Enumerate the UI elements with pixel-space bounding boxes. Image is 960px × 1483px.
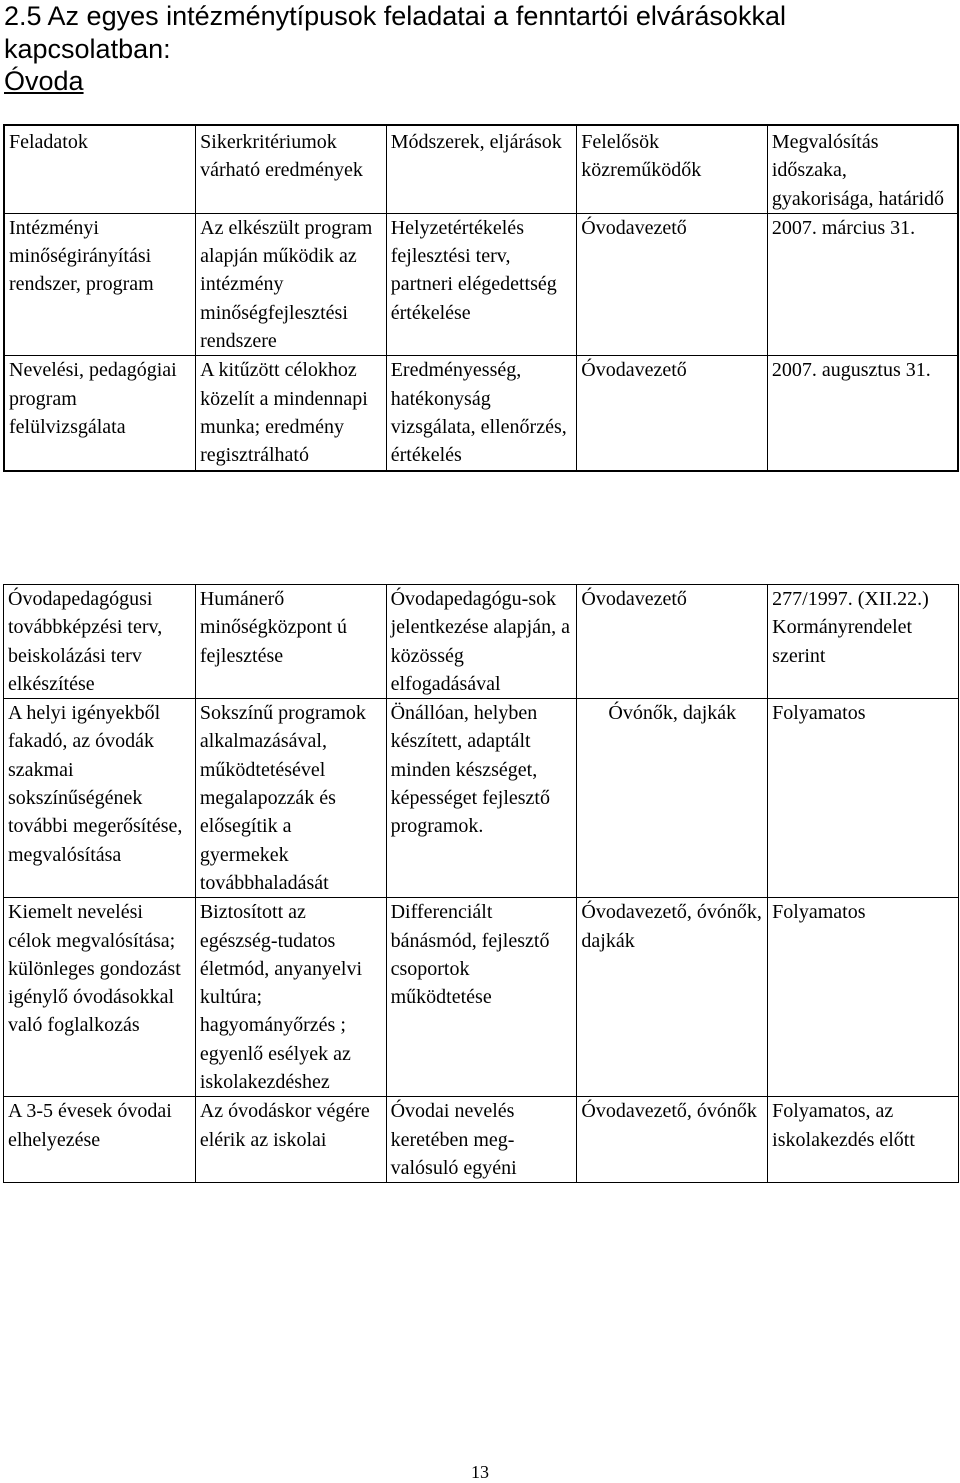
table-cell: Differenciált bánásmód, fejlesztő csoportok működtetése	[386, 898, 577, 1097]
table-row	[4, 356, 958, 471]
table-cell: 2007. augusztus 31.	[767, 356, 958, 471]
table-cell: Óvodavezető	[577, 585, 768, 699]
table-row	[4, 213, 958, 355]
table-cell: A kitűzött célokhoz közelít a mindennapi munka; eredmény regisztrálható	[196, 356, 387, 471]
table-cell: Folyamatos	[768, 898, 959, 1097]
table-cell: Folyamatos	[768, 699, 959, 898]
header-cell: Felelősök közreműködők	[577, 125, 768, 213]
table-header-row	[4, 125, 958, 213]
table-cell: Sokszínű programok alkalmazásával, működtetésével megalapozzák és elősegítik a gyermekek továbbhaladását	[195, 699, 386, 898]
table-cell: Biztosított az egészség-tudatos életmód, anyanyelvi kultúra; hagyományőrzés ; egyenlő esélyek az iskolakezdéshez	[195, 898, 386, 1097]
task-table-top	[3, 124, 959, 472]
subtitle-ovoda: Óvoda	[4, 66, 84, 96]
table-cell: Nevelési, pedagógiai program felülvizsgálata	[4, 356, 196, 471]
table-cell: Az óvodáskor végére elérik az iskolai	[195, 1097, 386, 1183]
section-heading	[4, 0, 954, 66]
table-cell: 2007. március 31.	[767, 213, 958, 355]
header-cell: Megvalósítás időszaka, gyakorisága, határidő	[767, 125, 958, 213]
table-cell: Óvodapedagógusi továbbképzési terv, beiskolázási terv elkészítése	[4, 585, 196, 699]
table-cell: Óvodavezető	[577, 356, 768, 471]
header-cell: Feladatok	[4, 125, 196, 213]
table-cell: Óvodavezető, óvónők	[577, 1097, 768, 1183]
table-row	[4, 898, 959, 1097]
table-cell: 277/1997. (XII.22.) Kormányrendelet szerint	[768, 585, 959, 699]
page-number: 13	[471, 1462, 489, 1482]
table-cell: Óvodai nevelés keretében meg-valósuló egyéni	[386, 1097, 577, 1183]
table-row	[4, 585, 959, 699]
table-cell: A 3-5 évesek óvodai elhelyezése	[4, 1097, 196, 1183]
table-cell: Kiemelt nevelési célok megvalósítása; különleges gondozást igénylő óvodásokkal való foglalkozás	[4, 898, 196, 1097]
task-table-bottom	[3, 584, 959, 1183]
table-cell: Az elkészült program alapján működik az intézmény minőségfejlesztési rendszere	[196, 213, 387, 355]
table-cell: Folyamatos, az iskolakezdés előtt	[768, 1097, 959, 1183]
table-cell: Humánerő minőségközpont ú fejlesztése	[195, 585, 386, 699]
table-cell: Helyzetértékelés fejlesztési terv, partneri elégedettség értékelése	[386, 213, 577, 355]
table-cell: Óvodapedagógu-sok jelentkezése alapján, a közösség elfogadásával	[386, 585, 577, 699]
heading-line-1: 2.5 Az egyes intézménytípusok feladatai a fenntartói elvárásokkal	[4, 1, 786, 31]
table-cell: Intézményi minőségirányítási rendszer, program	[4, 213, 196, 355]
table-cell: Óvodavezető, óvónők, dajkák	[577, 898, 768, 1097]
table-cell: Eredményesség, hatékonyság vizsgálata, ellenőrzés, értékelés	[386, 356, 577, 471]
header-cell: Módszerek, eljárások	[386, 125, 577, 213]
table-cell: Óvodavezető	[577, 213, 768, 355]
table-cell: Önállóan, helyben készített, adaptált minden készséget, képességet fejlesztő programok.	[386, 699, 577, 898]
table-row	[4, 1097, 959, 1183]
table-cell: Óvónők, dajkák	[577, 699, 768, 898]
heading-line-2: kapcsolatban:	[4, 34, 171, 64]
header-cell: Sikerkritériumok várható eredmények	[196, 125, 387, 213]
table-row	[4, 699, 959, 898]
table-cell: A helyi igényekből fakadó, az óvodák szakmai sokszínűségének további megerősítése, megvalósítása	[4, 699, 196, 898]
